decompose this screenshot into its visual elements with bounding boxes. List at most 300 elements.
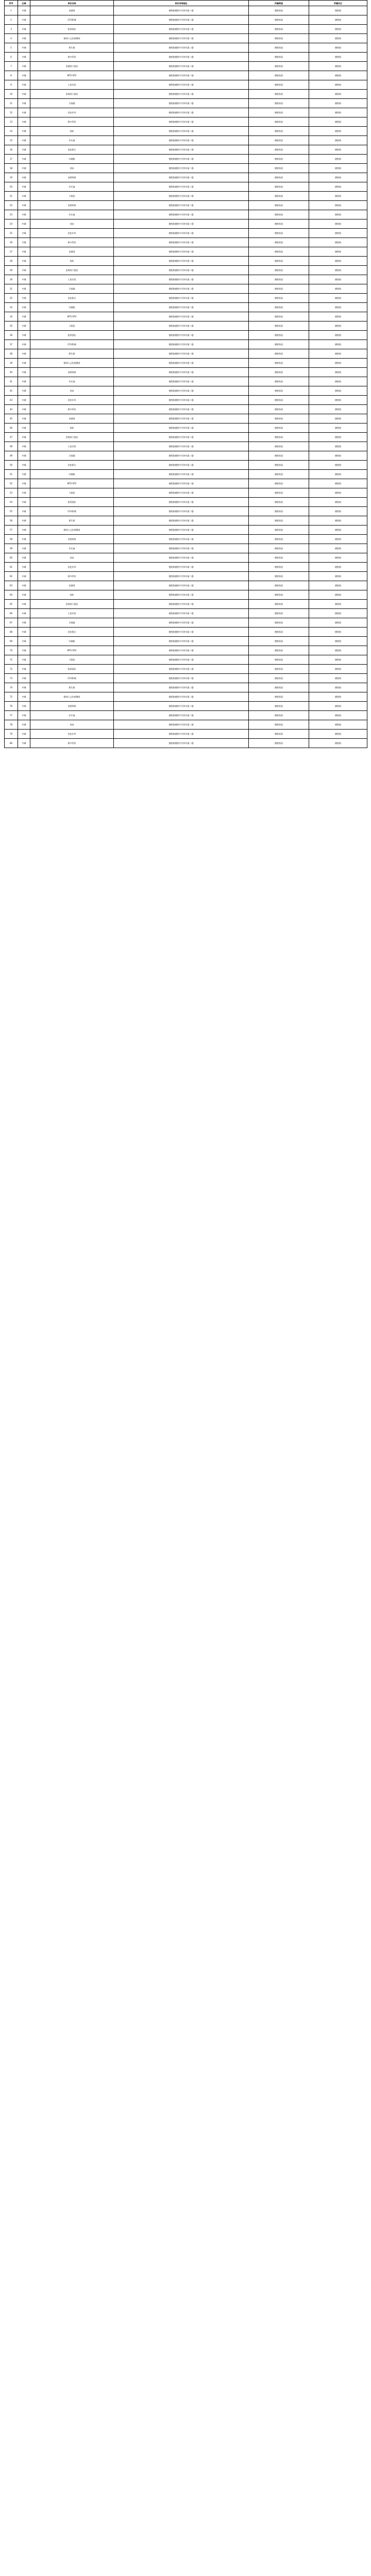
cell-subdistrict: 德胜街道 (249, 674, 309, 683)
cell-address: 德胜路德胜中学斜对面二楼 (114, 210, 249, 219)
cell-venue-name: CCV影城 (30, 507, 114, 516)
cell-subdistrict: 德胜街道 (249, 117, 309, 127)
cell-subdistrict: 德胜街道 (249, 349, 309, 359)
cell-district: 中城 (18, 405, 30, 414)
cell-subdistrict: 德胜街道 (249, 470, 309, 479)
cell-venue-name: MTV KTV (30, 479, 114, 488)
cell-address: 德胜路德胜中学斜对面二楼 (114, 62, 249, 71)
cell-venue-name: 红蜻蜓 (30, 637, 114, 646)
cell-address: 德胜路德胜中学斜对面二楼 (114, 238, 249, 247)
cell-subdistrict: 德胜街道 (249, 229, 309, 238)
cell-subdistrict: 德胜街道 (249, 405, 309, 414)
cell-district: 中城 (18, 665, 30, 674)
cell-subdistrict: 德胜街道 (249, 90, 309, 99)
cell-community: 德胜路 (309, 479, 367, 488)
cell-venue-name: 金海湾大酒店 (30, 433, 114, 442)
cell-district: 中城 (18, 507, 30, 516)
table-row (5, 396, 367, 405)
cell-community: 德胜路 (309, 442, 367, 451)
table-row (5, 386, 367, 396)
cell-subdistrict: 德胜街道 (249, 739, 309, 748)
table-row (5, 275, 367, 284)
table-row (5, 6, 367, 15)
cell-district: 中城 (18, 127, 30, 136)
cell-district: 中城 (18, 182, 30, 192)
cell-community: 德胜路 (309, 665, 367, 674)
table-row (5, 646, 367, 655)
cell-venue-name: 金碧辉煌 (30, 535, 114, 544)
cell-index: 29 (5, 266, 18, 275)
cell-subdistrict: 德胜街道 (249, 665, 309, 674)
cell-address: 德胜路德胜中学斜对面二楼 (114, 618, 249, 628)
cell-district: 中城 (18, 674, 30, 683)
table-row (5, 43, 367, 53)
table-row (5, 349, 367, 359)
cell-address: 德胜路德胜中学斜对面二楼 (114, 340, 249, 349)
cell-community: 德胜路 (309, 628, 367, 637)
cell-district: 中城 (18, 359, 30, 368)
cell-district: 中城 (18, 71, 30, 80)
cell-address: 德胜路德胜中学斜对面二楼 (114, 396, 249, 405)
table-row (5, 192, 367, 201)
cell-index: 53 (5, 488, 18, 498)
cell-subdistrict: 德胜街道 (249, 386, 309, 396)
cell-index: 39 (5, 359, 18, 368)
cell-subdistrict: 德胜街道 (249, 516, 309, 526)
cell-address: 德胜路德胜中学斜对面二楼 (114, 488, 249, 498)
cell-address: 德胜路德胜中学斜对面二楼 (114, 544, 249, 553)
cell-venue-name: 红蜻蜓 (30, 303, 114, 312)
cell-address: 德胜路德胜中学斜对面二楼 (114, 99, 249, 108)
cell-venue-name: 金港湾 (30, 6, 114, 15)
cell-index: 16 (5, 145, 18, 155)
cell-index: 38 (5, 349, 18, 359)
cell-index: 6 (5, 53, 18, 62)
cell-district: 中城 (18, 90, 30, 99)
cell-subdistrict: 德胜街道 (249, 303, 309, 312)
table-row (5, 563, 367, 572)
cell-address: 德胜路德胜中学斜对面二楼 (114, 145, 249, 155)
cell-community: 德胜路 (309, 62, 367, 71)
cell-venue-name: 金色假日 (30, 628, 114, 637)
cell-address: 德胜路德胜中学斜对面二楼 (114, 442, 249, 451)
table-row (5, 62, 367, 71)
cell-subdistrict: 德胜街道 (249, 553, 309, 563)
cell-index: 18 (5, 164, 18, 173)
cell-index: 31 (5, 284, 18, 294)
cell-venue-name: 金港湾大酒店 (30, 62, 114, 71)
cell-district: 中城 (18, 173, 30, 182)
cell-venue-name: 精神人文化歌舞团 (30, 526, 114, 535)
table-row (5, 377, 367, 386)
cell-subdistrict: 德胜街道 (249, 331, 309, 340)
cell-community: 德胜路 (309, 247, 367, 257)
cell-subdistrict: 德胜街道 (249, 618, 309, 628)
cell-district: 中城 (18, 80, 30, 90)
cell-address: 德胜路德胜中学斜对面二楼 (114, 461, 249, 470)
cell-index: 30 (5, 275, 18, 284)
cell-venue-name: 金色假日 (30, 461, 114, 470)
cell-index: 3 (5, 25, 18, 34)
cell-subdistrict: 德胜街道 (249, 6, 309, 15)
table-row (5, 544, 367, 553)
cell-index: 47 (5, 433, 18, 442)
cell-address: 德胜路德胜中学斜对面二楼 (114, 600, 249, 609)
cell-district: 中城 (18, 535, 30, 544)
cell-district: 中城 (18, 62, 30, 71)
cell-district: 中城 (18, 219, 30, 229)
cell-index: 27 (5, 247, 18, 257)
cell-subdistrict: 德胜街道 (249, 609, 309, 618)
table-row (5, 609, 367, 618)
cell-subdistrict: 德胜街道 (249, 581, 309, 590)
cell-venue-name: 金钻 (30, 219, 114, 229)
cell-community: 德胜路 (309, 655, 367, 665)
cell-subdistrict: 德胜街道 (249, 136, 309, 145)
cell-venue-name: 百福楼 (30, 284, 114, 294)
cell-venue-name: 精神人文化歌舞团 (30, 34, 114, 43)
cell-venue-name: 碧生源 (30, 349, 114, 359)
cell-subdistrict: 德胜街道 (249, 600, 309, 609)
table-body (5, 6, 367, 748)
cell-address: 德胜路德胜中学斜对面二楼 (114, 173, 249, 182)
cell-district: 中城 (18, 312, 30, 321)
cell-subdistrict: 德胜街道 (249, 479, 309, 488)
table-row (5, 219, 367, 229)
cell-address: 德胜路德胜中学斜对面二楼 (114, 284, 249, 294)
table-row (5, 423, 367, 433)
cell-index: 28 (5, 257, 18, 266)
cell-community: 德胜路 (309, 609, 367, 618)
cell-venue-name: 大歌星 (30, 655, 114, 665)
cell-address: 德胜路德胜中学斜对面二楼 (114, 637, 249, 646)
cell-index: 79 (5, 730, 18, 739)
cell-venue-name: 金海湾大酒店 (30, 90, 114, 99)
cell-venue-name: 金钻 (30, 553, 114, 563)
table-row (5, 702, 367, 711)
cell-address: 德胜路德胜中学斜对面二楼 (114, 229, 249, 238)
cell-address: 德胜路德胜中学斜对面二楼 (114, 155, 249, 164)
cell-district: 中城 (18, 331, 30, 340)
cell-address: 德胜路德胜中学斜对面二楼 (114, 730, 249, 739)
cell-district: 中城 (18, 516, 30, 526)
table-row (5, 433, 367, 442)
cell-index: 65 (5, 600, 18, 609)
table-row (5, 312, 367, 321)
table-row (5, 173, 367, 182)
cell-subdistrict: 德胜街道 (249, 535, 309, 544)
cell-venue-name: 好乐迪 (30, 182, 114, 192)
cell-subdistrict: 德胜街道 (249, 655, 309, 665)
cell-venue-name: 金港湾 (30, 581, 114, 590)
table-row (5, 711, 367, 720)
cell-venue-name: 红蜻蜓 (30, 470, 114, 479)
cell-district: 中城 (18, 433, 30, 442)
cell-district: 中城 (18, 340, 30, 349)
cell-venue-name: 钱柜 (30, 127, 114, 136)
cell-index: 71 (5, 655, 18, 665)
table-row (5, 108, 367, 117)
cell-subdistrict: 德胜街道 (249, 43, 309, 53)
cell-district: 中城 (18, 553, 30, 563)
cell-community: 德胜路 (309, 516, 367, 526)
cell-district: 中城 (18, 25, 30, 34)
cell-community: 德胜路 (309, 720, 367, 730)
cell-venue-name: 碧生源 (30, 683, 114, 692)
cell-district: 中城 (18, 600, 30, 609)
cell-address: 德胜路德胜中学斜对面二楼 (114, 275, 249, 284)
cell-community: 德胜路 (309, 702, 367, 711)
cell-index: 14 (5, 127, 18, 136)
cell-address: 德胜路德胜中学斜对面二楼 (114, 53, 249, 62)
table-row (5, 683, 367, 692)
cell-community: 德胜路 (309, 433, 367, 442)
cell-district: 中城 (18, 15, 30, 25)
cell-district: 中城 (18, 117, 30, 127)
cell-district: 中城 (18, 646, 30, 655)
cell-address: 德胜路德胜中学斜对面二楼 (114, 108, 249, 117)
cell-venue-name: 好乐迪 (30, 711, 114, 720)
table-row (5, 53, 367, 62)
cell-district: 中城 (18, 386, 30, 396)
cell-venue-name: 凯莱酒店 (30, 25, 114, 34)
cell-address: 德胜路德胜中学斜对面二楼 (114, 312, 249, 321)
cell-district: 中城 (18, 238, 30, 247)
table-row (5, 136, 367, 145)
cell-subdistrict: 德胜街道 (249, 108, 309, 117)
cell-venue-name: 凯莱酒店 (30, 665, 114, 674)
table-row (5, 201, 367, 210)
cell-index: 66 (5, 609, 18, 618)
cell-index: 57 (5, 526, 18, 535)
cell-index: 44 (5, 405, 18, 414)
cell-index: 75 (5, 692, 18, 702)
cell-index: 15 (5, 136, 18, 145)
cell-community: 德胜路 (309, 108, 367, 117)
cell-address: 德胜路德胜中学斜对面二楼 (114, 665, 249, 674)
cell-venue-name: 维多利亚 (30, 572, 114, 581)
cell-district: 中城 (18, 692, 30, 702)
cell-community: 德胜路 (309, 451, 367, 461)
cell-subdistrict: 德胜街道 (249, 53, 309, 62)
cell-venue-name: 七星宾馆 (30, 609, 114, 618)
cell-address: 德胜路德胜中学斜对面二楼 (114, 451, 249, 461)
cell-district: 中城 (18, 442, 30, 451)
cell-venue-name: 七星宾馆 (30, 442, 114, 451)
cell-index: 49 (5, 451, 18, 461)
cell-index: 43 (5, 396, 18, 405)
cell-index: 20 (5, 182, 18, 192)
cell-community: 德胜路 (309, 581, 367, 590)
cell-subdistrict: 德胜街道 (249, 423, 309, 433)
cell-community: 德胜路 (309, 25, 367, 34)
cell-index: 78 (5, 720, 18, 730)
cell-community: 德胜路 (309, 210, 367, 219)
cell-address: 德胜路德胜中学斜对面二楼 (114, 34, 249, 43)
cell-community: 德胜路 (309, 127, 367, 136)
table-row (5, 155, 367, 164)
cell-district: 中城 (18, 210, 30, 219)
cell-index: 76 (5, 702, 18, 711)
cell-address: 德胜路德胜中学斜对面二楼 (114, 535, 249, 544)
cell-address: 德胜路德胜中学斜对面二楼 (114, 563, 249, 572)
cell-community: 德胜路 (309, 303, 367, 312)
cell-subdistrict: 德胜街道 (249, 507, 309, 516)
cell-venue-name: 好乐迪 (30, 136, 114, 145)
cell-community: 德胜路 (309, 182, 367, 192)
cell-index: 5 (5, 43, 18, 53)
cell-address: 德胜路德胜中学斜对面二楼 (114, 303, 249, 312)
cell-address: 德胜路德胜中学斜对面二楼 (114, 6, 249, 15)
cell-subdistrict: 德胜街道 (249, 451, 309, 461)
cell-venue-name: 碧生源 (30, 43, 114, 53)
cell-district: 中城 (18, 396, 30, 405)
cell-district: 中城 (18, 544, 30, 553)
cell-community: 德胜路 (309, 637, 367, 646)
cell-address: 德胜路德胜中学斜对面二楼 (114, 80, 249, 90)
table-row (5, 127, 367, 136)
table-row (5, 99, 367, 108)
cell-subdistrict: 德胜街道 (249, 461, 309, 470)
cell-subdistrict: 德胜街道 (249, 201, 309, 210)
cell-index: 58 (5, 535, 18, 544)
table-row (5, 655, 367, 665)
table-row (5, 34, 367, 43)
cell-district: 中城 (18, 720, 30, 730)
cell-venue-name: 金钻 (30, 386, 114, 396)
header-district: 区域 (18, 1, 30, 6)
cell-subdistrict: 德胜街道 (249, 396, 309, 405)
cell-community: 德胜路 (309, 294, 367, 303)
cell-venue-name: 金色年华 (30, 396, 114, 405)
cell-district: 中城 (18, 461, 30, 470)
cell-address: 德胜路德胜中学斜对面二楼 (114, 90, 249, 99)
cell-subdistrict: 德胜街道 (249, 99, 309, 108)
cell-community: 德胜路 (309, 526, 367, 535)
cell-index: 35 (5, 321, 18, 331)
cell-subdistrict: 德胜街道 (249, 368, 309, 377)
cell-index: 32 (5, 294, 18, 303)
cell-index: 48 (5, 442, 18, 451)
cell-community: 德胜路 (309, 266, 367, 275)
cell-subdistrict: 德胜街道 (249, 164, 309, 173)
cell-index: 63 (5, 581, 18, 590)
cell-venue-name: 金港湾 (30, 247, 114, 257)
table-row (5, 266, 367, 275)
cell-index: 19 (5, 173, 18, 182)
cell-district: 中城 (18, 618, 30, 628)
table-row (5, 535, 367, 544)
cell-venue-name: 维多利亚 (30, 238, 114, 247)
cell-index: 17 (5, 155, 18, 164)
cell-district: 中城 (18, 164, 30, 173)
cell-venue-name: 钱柜 (30, 590, 114, 600)
table-row (5, 238, 367, 247)
cell-venue-name: 红蜻蜓 (30, 155, 114, 164)
table-row (5, 526, 367, 535)
table-row (5, 498, 367, 507)
cell-venue-name: 金色年华 (30, 563, 114, 572)
cell-index: 64 (5, 590, 18, 600)
table-row (5, 182, 367, 192)
cell-district: 中城 (18, 526, 30, 535)
cell-venue-name: 精神人文化歌舞团 (30, 692, 114, 702)
cell-district: 中城 (18, 414, 30, 423)
cell-subdistrict: 德胜街道 (249, 683, 309, 692)
cell-community: 德胜路 (309, 368, 367, 377)
cell-community: 德胜路 (309, 229, 367, 238)
cell-address: 德胜路德胜中学斜对面二楼 (114, 553, 249, 563)
cell-subdistrict: 德胜街道 (249, 275, 309, 284)
cell-venue-name: 凯莱酒店 (30, 331, 114, 340)
cell-community: 德胜路 (309, 117, 367, 127)
cell-subdistrict: 德胜街道 (249, 173, 309, 182)
cell-index: 12 (5, 108, 18, 117)
cell-community: 德胜路 (309, 553, 367, 563)
cell-address: 德胜路德胜中学斜对面二楼 (114, 628, 249, 637)
cell-venue-name: 金海湾大酒店 (30, 600, 114, 609)
cell-community: 德胜路 (309, 498, 367, 507)
cell-subdistrict: 德胜街道 (249, 80, 309, 90)
cell-address: 德胜路德胜中学斜对面二楼 (114, 674, 249, 683)
cell-index: 25 (5, 229, 18, 238)
cell-index: 70 (5, 646, 18, 655)
cell-community: 德胜路 (309, 275, 367, 284)
cell-subdistrict: 德胜街道 (249, 711, 309, 720)
cell-index: 9 (5, 80, 18, 90)
cell-address: 德胜路德胜中学斜对面二楼 (114, 683, 249, 692)
cell-subdistrict: 德胜街道 (249, 646, 309, 655)
cell-district: 中城 (18, 739, 30, 748)
cell-subdistrict: 德胜街道 (249, 219, 309, 229)
cell-address: 德胜路德胜中学斜对面二楼 (114, 117, 249, 127)
table-row (5, 479, 367, 488)
cell-venue-name: 钱柜 (30, 423, 114, 433)
cell-district: 中城 (18, 572, 30, 581)
cell-index: 7 (5, 62, 18, 71)
cell-district: 中城 (18, 563, 30, 572)
cell-index: 22 (5, 201, 18, 210)
cell-district: 中城 (18, 349, 30, 359)
cell-index: 72 (5, 665, 18, 674)
table-row (5, 488, 367, 498)
cell-index: 56 (5, 516, 18, 526)
table-row (5, 720, 367, 730)
cell-venue-name: 金碧辉煌 (30, 201, 114, 210)
cell-venue-name: 大歌星 (30, 488, 114, 498)
cell-venue-name: 百福楼 (30, 99, 114, 108)
cell-community: 德胜路 (309, 600, 367, 609)
table-row (5, 581, 367, 590)
cell-district: 中城 (18, 655, 30, 665)
cell-venue-name: 维多利亚 (30, 117, 114, 127)
cell-community: 德胜路 (309, 377, 367, 386)
cell-subdistrict: 德胜街道 (249, 155, 309, 164)
cell-community: 德胜路 (309, 674, 367, 683)
cell-venue-name: 七星宾馆 (30, 275, 114, 284)
cell-venue-name: 金港湾 (30, 414, 114, 423)
cell-venue-name: 好乐迪 (30, 544, 114, 553)
table-row (5, 229, 367, 238)
cell-district: 中城 (18, 470, 30, 479)
cell-address: 德胜路德胜中学斜对面二楼 (114, 127, 249, 136)
cell-subdistrict: 德胜街道 (249, 563, 309, 572)
cell-venue-name: 精神人文化歌舞团 (30, 359, 114, 368)
cell-index: 62 (5, 572, 18, 581)
cell-index: 69 (5, 637, 18, 646)
cell-venue-name: 大歌星 (30, 192, 114, 201)
table-row (5, 340, 367, 349)
